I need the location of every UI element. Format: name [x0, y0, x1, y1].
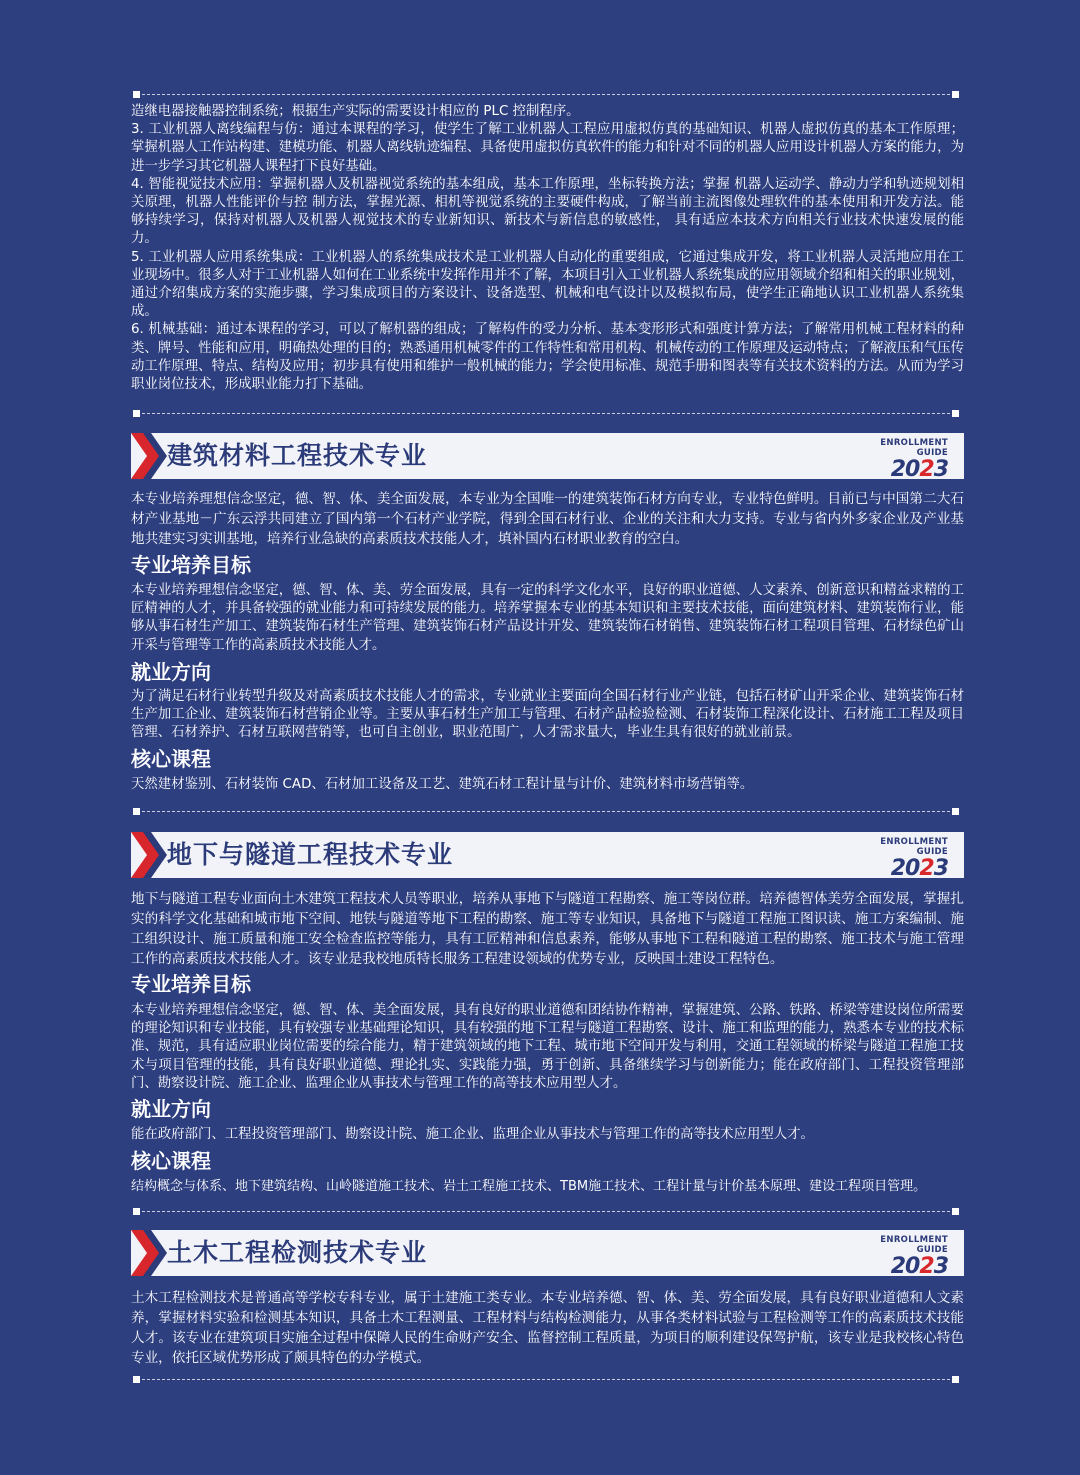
paragraph: 6. 机械基础：通过本课程的学习，可以了解机器的组成；了解构件的受力分析、基本变形形式和强度计算方法；了解常用机械工程材料的种类、牌号、性能和应用，明确热处理的目的；熟悉通用机械零件的工作特性和常用机构、机械传动的工作原理及运动特点；了解液压和气压传动工作原理、特点、结构及应用；初步具有使用和维护一般机械的能力；学会使用标准、规范手册和图表等有关技术资料的方法。从而为学习职业岗位技术，形成职业能力打下基础。	[131, 322, 964, 393]
section-title: 土木工程检测技术专业	[167, 1238, 428, 1267]
year-part: 20	[890, 457, 920, 482]
divider-dashed-line	[137, 413, 955, 415]
section2-job-heading: 就业方向	[131, 1097, 211, 1121]
badge-label: ENROLLMENT GUIDE	[880, 1235, 948, 1255]
divider-dashed-line	[137, 811, 955, 813]
section1-job-text: 为了满足石材行业转型升级及对高素质技术技能人才的需求，专业就业主要面向全国石材行业产业链，包括石材矿山开采企业、建筑装饰石材生产加工企业、建筑装饰石材营销企业等。主要从事石材生产加工与管理、石材产品检验检测、石材装饰工程深化设计、石材施工工程及项目管理、石材养护、石材互联网营销等，也可自主创业，职业范围广，人才需求量大，毕业生具有很好的就业前景。	[131, 689, 964, 741]
year-part: 2	[919, 856, 934, 881]
enrollment-guide-badge	[848, 1235, 948, 1279]
badge-label: ENROLLMENT GUIDE	[880, 438, 948, 458]
year-part: 3	[933, 1254, 948, 1279]
section1-core-heading: 核心课程	[131, 747, 211, 771]
badge-label: ENROLLMENT GUIDE	[880, 837, 948, 857]
section2-core-heading: 核心课程	[131, 1149, 211, 1173]
badge-year	[848, 1255, 948, 1279]
section3-intro: 土木工程检测技术是普通高等学校专科专业，属于土建施工类专业。本专业培养德、智、体、美、劳全面发展，具有良好职业道德和人文素养，掌握材料实验和检测基本知识，具备土木工程测量、工程材料与结构检测能力，从事各类材料试验与工程检测等工作的高素质技术技能人才。该专业在建筑项目实施全过程中保障人民的生命财产安全、监督控制工程质量，为项目的顺利建设保驾护航，该专业是我校核心特色专业，依托区域优势形成了颇具特色的办学模式。	[131, 1290, 964, 1366]
divider-dashed-line	[137, 1211, 955, 1213]
section-banner-civil-testing	[131, 1230, 964, 1279]
section2-goal-heading: 专业培养目标	[131, 972, 251, 996]
year-part: 2	[919, 1254, 934, 1279]
section-banner-underground-tunnel	[131, 832, 964, 881]
year-part: 3	[933, 457, 948, 482]
divider-dashed-line	[137, 1379, 955, 1381]
chevron-arrow-icon	[131, 433, 171, 479]
enrollment-guide-badge	[848, 438, 948, 482]
section1-intro: 本专业培养理想信念坚定，德、智、体、美全面发展，本专业为全国唯一的建筑装饰石材方向专业，专业特色鲜明。目前已与中国第二大石材产业基地－广东云浮共同建立了国内第一个石材产业学院，得到全国石材行业、企业的关注和大力支持。专业与省内外多家企业及产业基地共建实习实训基地，培养行业急缺的高素质技术技能人才，填补国内石材职业教育的空白。	[131, 491, 964, 547]
section1-goal-text: 本专业培养理想信念坚定，德、智、体、美、劳全面发展，具有一定的科学文化水平，良好的职业道德、人文素养、创新意识和精益求精的工匠精神的人才，并具备较强的就业能力和可持续发展的能力。培养掌握本专业的基本知识和主要技术技能，面向建筑材料、建筑装饰行业，能够从事石材生产加工、建筑装饰石材生产管理、建筑装饰石材产品设计开发、建筑装饰石材销售、建筑装饰石材工程项目管理、石材绿色矿山开采与管理等工作的高素质技术技能人才。	[131, 583, 964, 653]
badge-year	[848, 458, 948, 482]
badge-year	[848, 857, 948, 881]
chevron-arrow-icon	[131, 832, 171, 878]
section2-goal-text: 本专业培养理想信念坚定，德、智、体、美全面发展，具有良好的职业道德和团结协作精神，掌握建筑、公路、铁路、桥梁等建设岗位所需要的理论知识和专业技能，具有较强专业基础理论知识，具有较强的地下工程与隧道工程勘察、设计、施工和监理的能力，熟悉本专业的技术标准、规范，具有适应职业岗位需要的综合能力，精于建筑领域的地下工程、城市地下空间开发与利用，交通工程领域的桥梁与隧道工程施工技术与项目管理的技能，具有良好职业道德、理论扎实、实践能力强，勇于创新、具备继续学习与创新能力；能在政府部门、工程投资管理部门、勘察设计院、施工企业、监理企业从事技术与管理工作的高等技术应用型人才。	[131, 1003, 964, 1091]
divider	[133, 410, 959, 418]
section2-intro: 地下与隧道工程专业面向土木建筑工程技术人员等职业，培养从事地下与隧道工程勘察、施工等岗位群。培养德智体美劳全面发展，掌握扎实的科学文化基础和城市地下空间、地铁与隧道等地下工程的勘察、施工等专业知识，具备地下与隧道工程施工图识读、施工方案编制、施工组织设计、施工质量和施工安全检查监控等能力，具有工匠精神和信息素养，能够从事地下工程和隧道工程的勘察、施工技术与施工管理工作的高素质技术技能人才。该专业是我校地质特长服务工程建设领域的优势专业，反映国土建设工程特色。	[131, 891, 964, 967]
section2-job-text: 能在政府部门、工程投资管理部门、勘察设计院、施工企业、监理企业从事技术与管理工作的高等技术应用型人才。	[131, 1127, 814, 1142]
enrollment-guide-badge	[848, 837, 948, 881]
section1-job-heading: 就业方向	[131, 660, 211, 684]
year-part: 20	[890, 856, 920, 881]
section2-core-text: 结构概念与体系、地下建筑结构、山岭隧道施工技术、岩土工程施工技术、TBM施工技术、工程计量与计价基本原理、建设工程项目管理。	[131, 1179, 927, 1194]
divider	[133, 1208, 959, 1216]
divider-square	[952, 1208, 959, 1215]
section1-core-text: 天然建材鉴别、石材装饰 CAD、石材加工设备及工艺、建筑石材工程计量与计价、建筑材料市场营销等。	[131, 777, 754, 792]
robot-course-text	[131, 103, 964, 394]
section-banner-building-materials	[131, 433, 964, 482]
paragraph: 5. 工业机器人应用系统集成：工业机器人的系统集成技术是工业机器人自动化的重要组成，它通过集成开发，将工业机器人灵活地应用在工业现场中。很多人对于工业机器人如何在工业系统中发挥作用并不了解，本项目引入工业机器人系统集成的应用领域介绍和相关的职业规划，通过介绍集成方案的实施步骤，学习集成项目的方案设计、设备选型、机械和电气设计以及模拟布局，使学生正确地认识工业机器人系统集成。	[131, 249, 964, 320]
section-title: 建筑材料工程技术专业	[167, 441, 428, 470]
paragraph: 造继电器接触器控制系统；根据生产实际的需要设计相应的 PLC 控制程序。	[131, 104, 580, 119]
year-part: 20	[890, 1254, 920, 1279]
divider-square	[952, 1376, 959, 1383]
divider-bottom	[133, 1376, 959, 1384]
section-title: 地下与隧道工程技术专业	[167, 840, 454, 869]
paragraph: 4. 智能视觉技术应用：掌握机器人及机器视觉系统的基本组成，基本工作原理，坐标转换方法；掌握 机器人运动学、静动力学和轨迹规划相关原理，机器人性能评价与控 制方法，掌握光源、相机等视觉系统的主要硬件构成，了解当前主流图像处理软件的基本使用和开发方法。能够持续学习，保持对机器人及机器人视觉技术的专业新知识、新技术与新信息的敏感性， 具有适应本技术方向相关行业技术快速发展的能力。	[131, 176, 964, 247]
divider-square	[952, 91, 959, 98]
section1-goal-heading: 专业培养目标	[131, 553, 251, 577]
divider	[133, 808, 959, 816]
divider-dashed-line	[137, 94, 955, 96]
year-part: 3	[933, 856, 948, 881]
paragraph: 3. 工业机器人离线编程与仿：通过本课程的学习，使学生了解工业机器人工程应用虚拟仿真的基础知识、机器人虚拟仿真的基本工作原理；掌握机器人工作站构建、建模功能、机器人离线轨迹编程、具备使用虚拟仿真软件的能力和针对不同的机器人应用设计机器人方案的能力，为进一步学习其它机器人课程打下良好基础。	[131, 122, 964, 174]
year-part: 2	[919, 457, 934, 482]
chevron-arrow-icon	[131, 1230, 171, 1276]
divider-top	[133, 91, 959, 99]
divider-square	[952, 808, 959, 815]
divider-square	[952, 410, 959, 417]
